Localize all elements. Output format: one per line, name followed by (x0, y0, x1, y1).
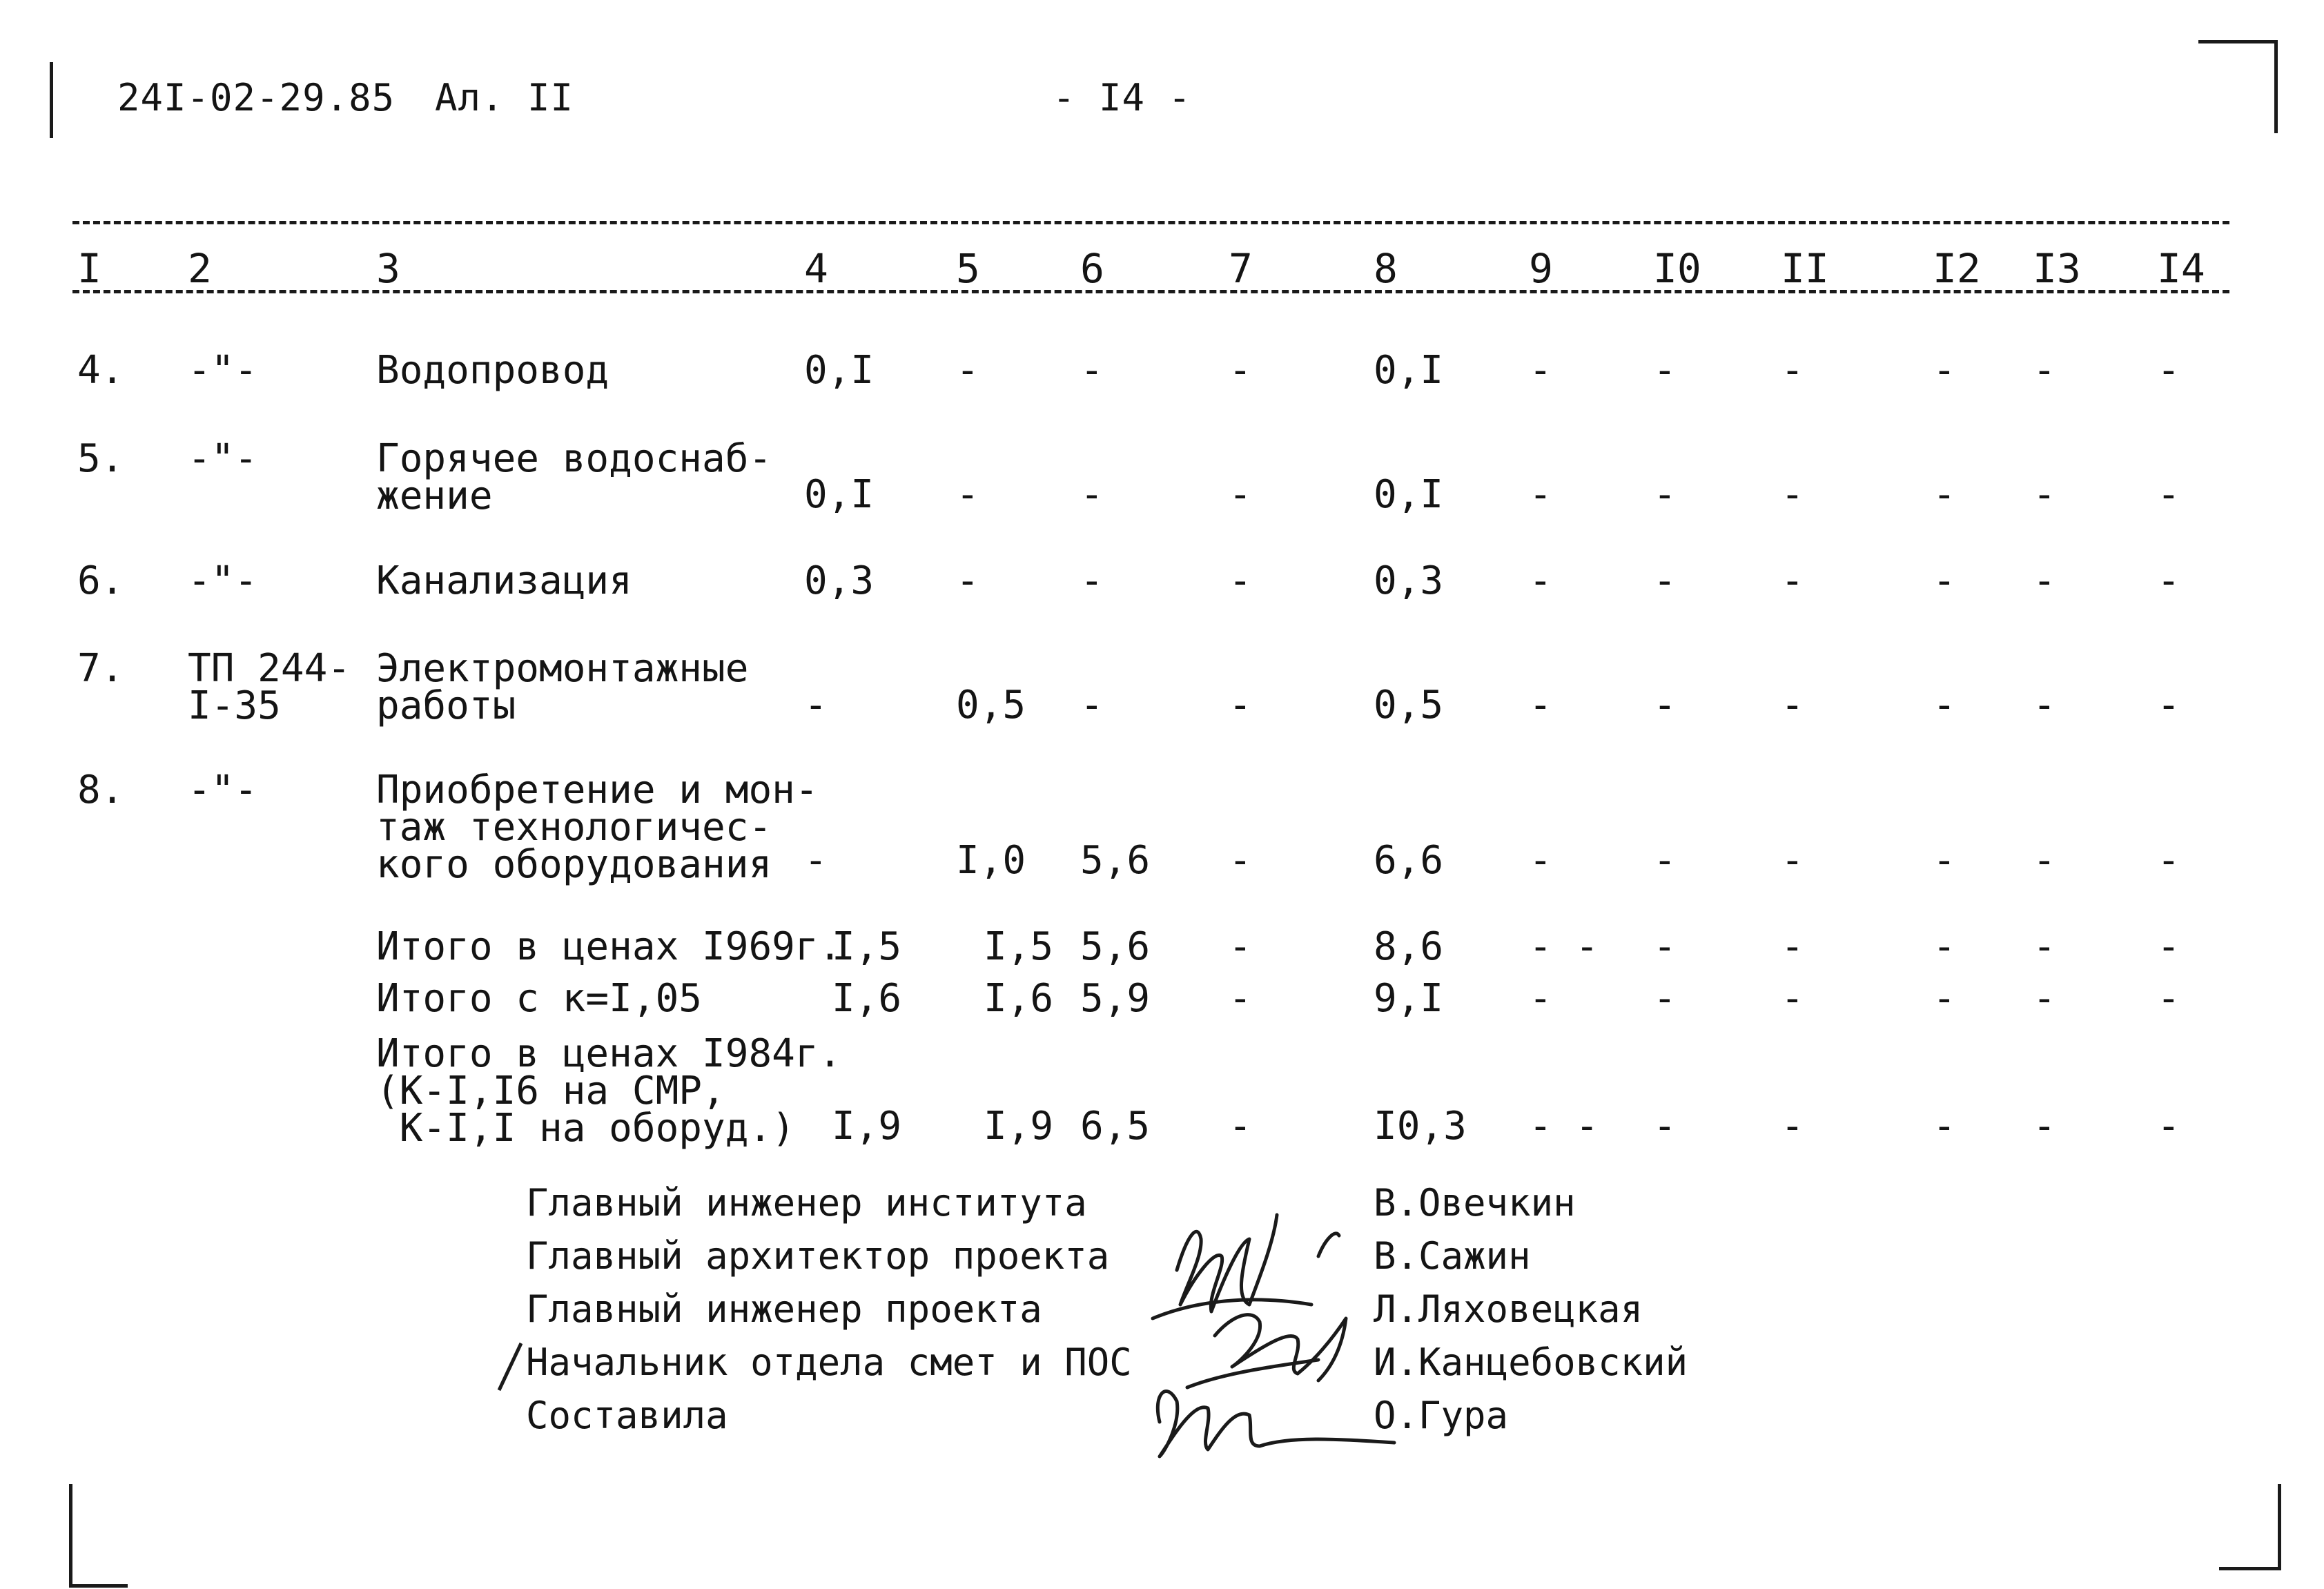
corner-mark-bottom-right (2219, 1567, 2281, 1570)
row-value: - (2033, 472, 2056, 517)
signature-title: Главный архитектор проекта (526, 1234, 1110, 1278)
margin-mark (50, 62, 53, 138)
corner-mark-bottom-left-v (69, 1484, 72, 1588)
total-value: - (1933, 976, 1956, 1021)
row-value: 0,5 (956, 683, 1026, 728)
row-number: 8. (77, 768, 124, 812)
total-value: - (1653, 976, 1677, 1021)
column-header: 8 (1374, 245, 1398, 292)
signature-title: Составила (526, 1394, 728, 1437)
total-value: - (1781, 924, 1804, 969)
row-value: 0,I (1374, 472, 1444, 517)
row-value: - (804, 838, 828, 883)
total-label: Итого в ценах I969г. (376, 924, 842, 969)
handwritten-signatures (1111, 1173, 1401, 1477)
column-header: 3 (376, 245, 400, 292)
row-reference: ТП 244- I-35 (188, 646, 351, 728)
row-value: - (1933, 558, 1956, 603)
total-value: 5,6 (1080, 924, 1151, 969)
total-value: - (1229, 1104, 1252, 1149)
row-value: - (1933, 348, 1956, 393)
row-value: - (2033, 348, 2056, 393)
row-name: Водопровод (376, 348, 609, 393)
total-value: - (1781, 1104, 1804, 1149)
column-header: 9 (1529, 245, 1553, 292)
table-top-rule (72, 221, 2229, 224)
corner-mark-bottom-left (69, 1584, 128, 1588)
row-value: 0,3 (804, 558, 875, 603)
row-value: - (804, 683, 828, 728)
row-number: 6. (77, 558, 124, 603)
row-value: 0,5 (1374, 683, 1444, 728)
row-value: - (1781, 558, 1804, 603)
signature-title: Начальник отдела смет и ПОС (526, 1341, 1132, 1384)
total-value: - (1781, 976, 1804, 1021)
row-reference: -"- (188, 436, 258, 481)
column-header: 4 (804, 245, 828, 292)
row-value: - (1933, 472, 1956, 517)
row-value: - (2157, 558, 2180, 603)
column-header: I0 (1653, 245, 1701, 292)
total-label: Итого с к=I,05 (376, 976, 703, 1021)
total-label: Итого в ценах I984г. (К-I,I6 на СМР, К-I,I на оборуд.) (376, 1031, 842, 1151)
total-value: 6,5 (1080, 1104, 1151, 1149)
column-header: I (77, 245, 101, 292)
total-value: I,9 (832, 1104, 902, 1149)
row-value: I,0 (956, 838, 1026, 883)
row-name: Канализация (376, 558, 632, 603)
column-header: I3 (2033, 245, 2081, 292)
row-value: - (2157, 348, 2180, 393)
row-value: - (1529, 558, 1552, 603)
row-value: - (1653, 348, 1677, 393)
row-value: - (1080, 558, 1104, 603)
row-value: 0,I (804, 472, 875, 517)
row-value: - (1653, 472, 1677, 517)
row-value: - (2033, 838, 2056, 883)
total-value: 9,I (1374, 976, 1444, 1021)
row-value: 0,I (804, 348, 875, 393)
row-value: - (1653, 558, 1677, 603)
row-value: - (1653, 838, 1677, 883)
row-value: - (1933, 838, 1956, 883)
signatory-name: В.Сажин (1374, 1234, 1531, 1278)
row-value: 0,I (1374, 348, 1444, 393)
column-header: I4 (2157, 245, 2205, 292)
row-reference: -"- (188, 768, 258, 812)
column-header: 6 (1080, 245, 1104, 292)
corner-mark-bottom-right-v (2278, 1484, 2281, 1570)
row-reference: -"- (188, 348, 258, 393)
row-value: - (1781, 838, 1804, 883)
signatory-name: И.Канцебовский (1374, 1341, 1688, 1384)
row-value: - (1229, 348, 1252, 393)
total-value: - (2033, 976, 2056, 1021)
total-value: I,5 (984, 924, 1054, 969)
total-value: I,9 (984, 1104, 1054, 1149)
signature-title: Главный инженер проекта (526, 1287, 1042, 1331)
row-value: - (2157, 683, 2180, 728)
total-value: - (2157, 924, 2180, 969)
total-value: - (1229, 976, 1252, 1021)
row-value: - (956, 558, 979, 603)
row-value: - (1229, 472, 1252, 517)
column-header: I2 (1933, 245, 1981, 292)
row-value: - (1529, 472, 1552, 517)
total-value: - (2033, 924, 2056, 969)
total-value: 5,9 (1080, 976, 1151, 1021)
row-number: 4. (77, 348, 124, 393)
row-value: - (956, 348, 979, 393)
total-value: - (2157, 976, 2180, 1021)
signatory-name: О.Гура (1374, 1394, 1509, 1437)
row-value: - (1781, 348, 1804, 393)
total-value: I,5 (832, 924, 902, 969)
row-value: - (1529, 838, 1552, 883)
row-number: 7. (77, 646, 124, 691)
column-header: II (1781, 245, 1829, 292)
row-value: - (1781, 683, 1804, 728)
row-value: - (1781, 472, 1804, 517)
row-value: - (2033, 683, 2056, 728)
row-value: - (1529, 683, 1552, 728)
row-value: 0,3 (1374, 558, 1444, 603)
total-value: - (1933, 924, 1956, 969)
total-value: - (1653, 924, 1677, 969)
corner-mark-top-right-v (2274, 40, 2278, 133)
row-value: - (1229, 838, 1252, 883)
row-value: - (956, 472, 979, 517)
signatory-name: Л.Ляховецкая (1374, 1287, 1643, 1331)
total-value: I,6 (832, 976, 902, 1021)
row-value: - (1229, 683, 1252, 728)
total-value: I0,3 (1374, 1104, 1467, 1149)
row-value: - (2157, 472, 2180, 517)
column-header: 7 (1229, 245, 1253, 292)
row-value: - (1080, 348, 1104, 393)
total-value: - (2033, 1104, 2056, 1149)
total-value: - - (1529, 924, 1599, 969)
total-value: - (1933, 1104, 1956, 1149)
row-value: - (2033, 558, 2056, 603)
row-reference: -"- (188, 558, 258, 603)
row-value: - (1933, 683, 1956, 728)
row-value: 5,6 (1080, 838, 1151, 883)
row-value: - (2157, 838, 2180, 883)
total-value: - (2157, 1104, 2180, 1149)
row-value: - (1653, 683, 1677, 728)
row-value: - (1229, 558, 1252, 603)
sheet-label: Ал. II (435, 76, 574, 119)
row-name: Приобретение и мон- таж технологичес- кого оборудования (376, 768, 819, 887)
total-value: 8,6 (1374, 924, 1444, 969)
total-value: - (1529, 976, 1552, 1021)
total-value: I,6 (984, 976, 1054, 1021)
page-number: - I4 - (1053, 76, 1192, 119)
row-name: Горячее водоснаб- жение (376, 436, 772, 518)
row-value: - (1080, 472, 1104, 517)
signature-title: Главный инженер института (526, 1181, 1087, 1225)
row-value: - (1080, 683, 1104, 728)
total-value: - (1653, 1104, 1677, 1149)
document-code: 24I-02-29.85 (117, 76, 396, 119)
row-value: - (1529, 348, 1552, 393)
total-value: - (1229, 924, 1252, 969)
column-header: 2 (188, 245, 212, 292)
row-name: Электромонтажные работы (376, 646, 749, 728)
signatory-name: В.Овечкин (1374, 1181, 1576, 1225)
row-number: 5. (77, 436, 124, 481)
column-header: 5 (956, 245, 980, 292)
row-value: 6,6 (1374, 838, 1444, 883)
corner-mark-top-right (2198, 40, 2278, 43)
slash-mark (494, 1339, 528, 1394)
total-value: - - (1529, 1104, 1599, 1149)
